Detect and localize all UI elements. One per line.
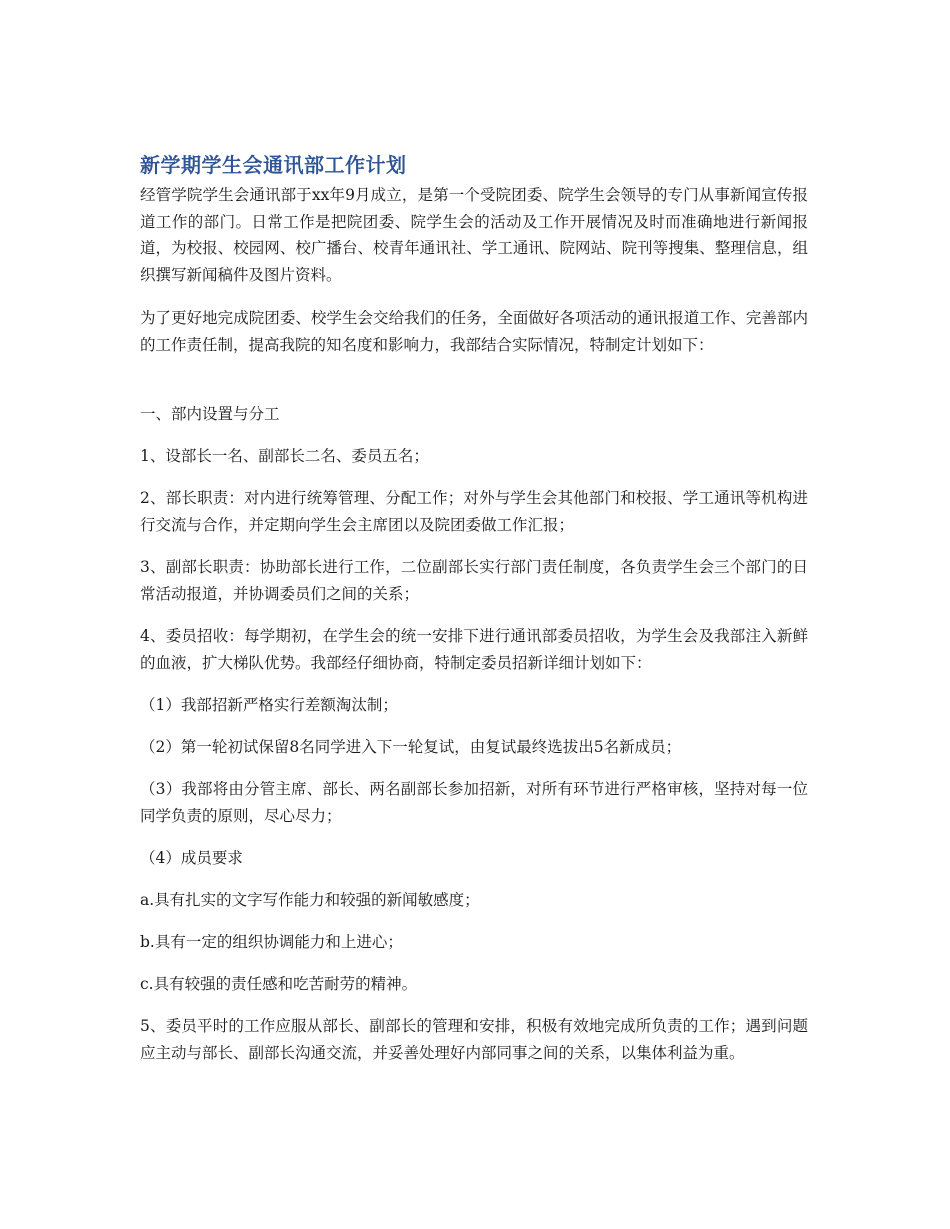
list-item-4: 4、委员招收：每学期初，在学生会的统一安排下进行通讯部委员招收，为学生会及我部注入新鲜的血液，扩大梯队优势。我部经仔细协商，特制定委员招新详细计划如下： bbox=[140, 627, 808, 672]
requirement-c: c.具有较强的责任感和吃苦耐劳的精神。 bbox=[140, 975, 418, 993]
list-item-3: 3、副部长职责：协助部长进行工作，二位副部长实行部门责任制度，各负责学生会三个部门的日常活动报道，并协调委员们之间的关系； bbox=[140, 558, 808, 603]
paragraph-intro: 经管学院学生会通讯部于xx年9月成立，是第一个受院团委、院学生会领导的专门从事新闻宣传报道工作的部门。日常工作是把院团委、院学生会的活动及工作开展情况及时而准确地进行新闻报道，为校报、校园网、校广播台、校青年通讯社、学工通讯、院网站、院刊等搜集、整理信息，组织撰写新闻稿件及图片资料。 bbox=[140, 186, 808, 284]
requirement-b: b.具有一定的组织协调能力和上进心； bbox=[140, 933, 403, 951]
requirement-a: a.具有扎实的文字写作能力和较强的新闻敏感度； bbox=[140, 891, 480, 909]
sub-item-2: （2）第一轮初试保留8名同学进入下一轮复试，由复试最终选拔出5名新成员； bbox=[140, 738, 682, 756]
list-item-5: 5、委员平时的工作应服从部长、副部长的管理和安排，积极有效地完成所负责的工作；遇到问题应主动与部长、副部长沟通交流，并妥善处理好内部同事之间的关系，以集体利益为重。 bbox=[140, 1017, 808, 1062]
list-item-2: 2、部长职责：对内进行统筹管理、分配工作；对外与学生会其他部门和校报、学工通讯等机构进行交流与合作，并定期向学生会主席团以及院团委做工作汇报； bbox=[140, 489, 808, 534]
sub-item-1: （1）我部招新严格实行差额淘汰制； bbox=[140, 696, 398, 714]
paragraph-purpose: 为了更好地完成院团委、校学生会交给我们的任务，全面做好各项活动的通讯报道工作、完善部内的工作责任制，提高我院的知名度和影响力，我部结合实际情况，特制定计划如下： bbox=[140, 309, 808, 354]
list-item-1: 1、设部长一名、副部长二名、委员五名； bbox=[140, 447, 429, 465]
sub-item-4: （4）成员要求 bbox=[140, 849, 243, 867]
document-title: 新学期学生会通讯部工作计划 bbox=[140, 153, 407, 177]
sub-item-3: （3）我部将由分管主席、部长、两名副部长参加招新，对所有环节进行严格审核，坚持对每一位同学负责的原则，尽心尽力； bbox=[140, 780, 808, 825]
section-heading-setup: 一、部内设置与分工 bbox=[140, 405, 280, 423]
